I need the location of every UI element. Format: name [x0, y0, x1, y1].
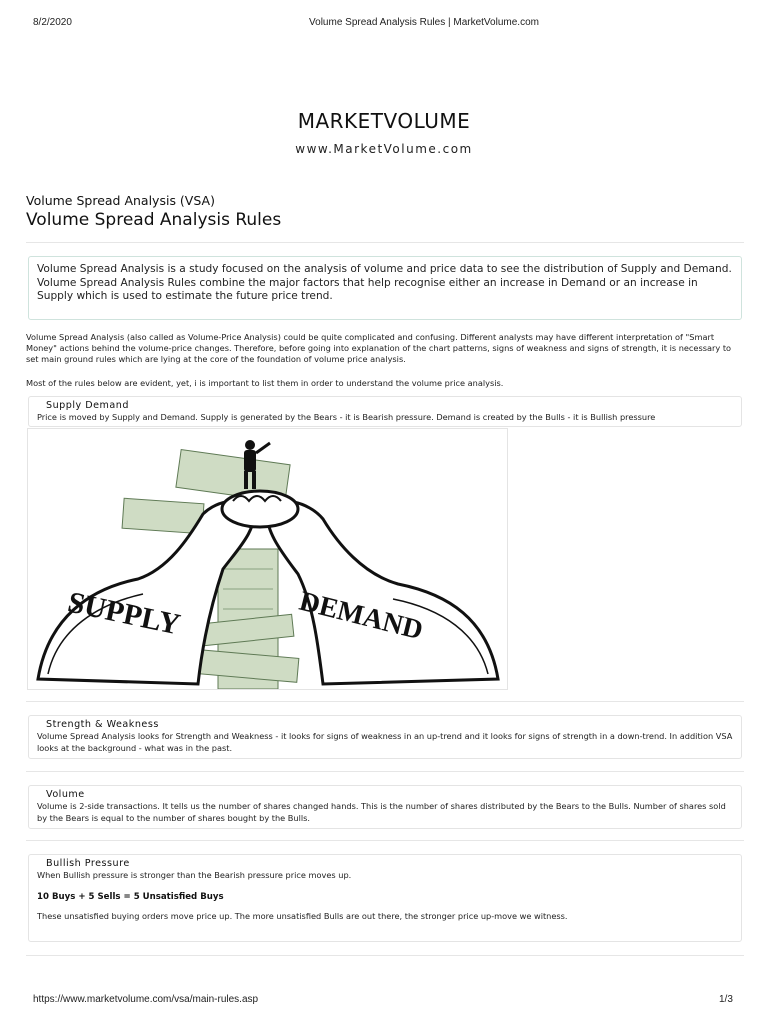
- divider: [26, 242, 744, 243]
- supply-demand-illustration: [27, 428, 508, 690]
- bullish-pressure-formula: 10 Buys + 5 Sells = 5 Unsatisfied Buys: [37, 891, 224, 902]
- divider: [26, 840, 744, 841]
- demand-word: DEMAND: [296, 585, 426, 647]
- arm-wrestling-icon: [28, 429, 507, 689]
- volume-card: [28, 785, 742, 829]
- print-page-title: Volume Spread Analysis Rules | MarketVolume.com: [309, 17, 539, 28]
- brand-name[interactable]: MARKETVOLUME: [297, 109, 471, 133]
- strength-weakness-text: Volume Spread Analysis looks for Strength and Weakness - it looks for signs of weakness in an up-trend and it looks for signs of strength in a down-trend. In addition VSA looks at the background - what was in the past.: [37, 731, 733, 753]
- print-url[interactable]: https://www.marketvolume.com/vsa/main-rules.asp: [33, 994, 259, 1005]
- brand-url[interactable]: www.MarketVolume.com: [295, 142, 473, 156]
- intro-text: Volume Spread Analysis is a study focused on the analysis of volume and price data to see the distribution of Supply and Demand. Volume Spread Analysis Rules combine the major factors that help recognise either an increase in Demand or an increase in Supply which is used to estimate the future price trend.: [37, 263, 732, 303]
- print-date: 8/2/2020: [33, 17, 72, 28]
- divider: [26, 771, 744, 772]
- article-subtitle: Volume Spread Analysis (VSA): [26, 193, 215, 208]
- bullish-pressure-card: [28, 854, 742, 942]
- divider: [26, 955, 744, 956]
- article-title: Volume Spread Analysis Rules: [26, 210, 282, 230]
- bullish-pressure-title: Bullish Pressure: [46, 858, 130, 869]
- strength-weakness-title: Strength & Weakness: [46, 719, 159, 730]
- print-page-number: 1/3: [719, 994, 733, 1005]
- intro-paragraph: Volume Spread Analysis (also called as Volume-Price Analysis) could be quite complicated and confusing. Different analysts may have different interpretation of "Smart Money" actions behind the volume-price changes. Therefore, before going into explanation of the chart patterns, signs of weakness and signs of strength, it is necessary to set main ground rules which are lying at the core of the foundation of volume price analysis.: [26, 332, 732, 364]
- bullish-pressure-text: When Bullish pressure is stronger than the Bearish pressure price moves up.: [37, 870, 352, 880]
- supply-demand-card: [28, 396, 742, 427]
- supply-demand-title: Supply Demand: [46, 400, 129, 411]
- divider: [26, 701, 744, 702]
- volume-title: Volume: [46, 789, 85, 800]
- supply-demand-text: Price is moved by Supply and Demand. Supply is generated by the Bears - it is Bearish pressure. Demand is created by the Bulls - it is Bullish pressure: [37, 412, 656, 422]
- intro-box: [28, 256, 742, 320]
- volume-text: Volume is 2-side transactions. It tells us the number of shares changed hands. This is the number of shares distributed by the Bears to the Bulls. Number of shares sold by the Bears is equal to the number of shares bought by the Bulls.: [37, 801, 726, 823]
- bullish-pressure-text-2: These unsatisfied buying orders move price up. The more unsatisfied Bulls are out there, the stronger price up-move we witness.: [37, 910, 568, 921]
- rules-note-paragraph: Most of the rules below are evident, yet, i is important to list them in order to understand the volume price analysis.: [26, 378, 504, 388]
- supply-word: SUPPLY: [64, 585, 184, 642]
- strength-weakness-card: [28, 715, 742, 759]
